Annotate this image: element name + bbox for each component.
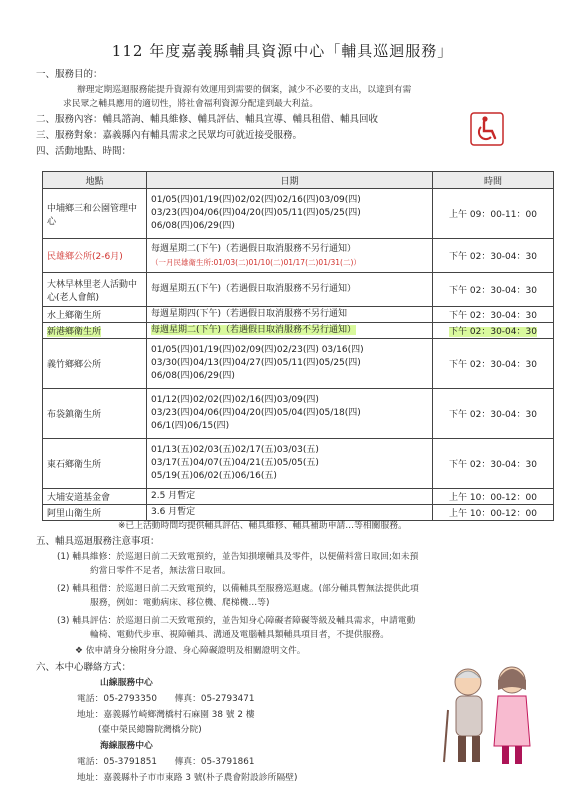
header-time: 時間 [433,172,554,189]
location-cell: 義竹鄉鄉公所 [43,339,147,389]
mountain-center-address: 地址：嘉義縣竹崎鄉灣橋村石麻園 38 號 2 樓 [77,710,255,720]
time-cell: 下午 02：30-04：30 [433,239,554,273]
date-line: 03/23(四)04/06(四)04/20(四)05/04(四)05/18(四) [151,408,361,418]
time-cell: 下午 02：30-04：30 [433,339,554,389]
date-line: 03/23(四)04/06(四)04/20(四)05/11(四)05/25(四) [151,208,361,218]
time-cell [433,323,554,339]
date-line: 每週星期二(下午)（若遇假日取消服務不另行通知） [151,325,357,335]
section-2: 二、服務內容：輔具諮詢、輔具維修、輔具評估、輔具宣導、輔具租借、輔具回收 [36,114,379,125]
date-line: 3.6 月暫定 [151,507,196,517]
date-line: 03/30(四)04/13(四)04/27(四)05/11(四)05/25(四) [151,358,361,368]
table-row [43,389,554,439]
section-4-heading: 四、活動地點、時間： [36,146,132,157]
table-row [43,307,554,323]
date-line: 01/05(四)01/19(四)02/09(四)02/23(四) 03/16(四) [151,345,364,355]
dates-cell [147,273,433,307]
table-row [43,489,554,505]
dates-cell [147,339,433,389]
section-1-heading: 一、服務目的： [36,69,103,80]
table-row [43,189,554,239]
wheelchair-logo-icon [470,112,504,146]
notice-3-line-2: 輪椅、電動代步車、視障輔具、溝通及電腦輔具類輔具項目者，不提供服務。 [90,630,390,640]
date-line: 05/19(五)06/02(五)06/16(五) [151,471,277,481]
date-line: 06/1(四)06/15(四) [151,421,230,431]
time-cell: 下午 02：30-04：30 [433,439,554,489]
time-cell: 上午 10：00-12：00 [433,489,554,505]
table-row [43,239,554,273]
highlighted-location: 新港鄉衛生所 [47,327,102,337]
date-line: 每週星期四(下午)（若遇假日取消服務不另行通知 [151,309,348,319]
notice-1-line-2: 約當日零件不足者，無法當日取回。 [90,566,231,576]
time-cell: 上午 10：00-12：00 [433,505,554,521]
section-1-line-2: 求民眾之輔具應用的適切性，將社會福利資源分配達到最大利益。 [63,99,319,109]
dates-cell [147,489,433,505]
date-line: 06/08(四)06/29(四) [151,371,235,381]
header-date: 日期 [147,172,433,189]
section-3: 三、服務對象：嘉義縣內有輔具需求之民眾均可就近接受服務。 [36,130,303,141]
location-cell: 中埔鄉三和公園管理中心 [43,189,147,239]
location-cell: 阿里山衛生所 [43,505,147,521]
table-row [43,323,554,339]
table-row [43,439,554,489]
notice-2-line-1: (2) 輔具租借：於巡迴日前二天致電預約，以備輔具至服務巡迴處。(部分輔具暫無法提供此項 [57,584,419,594]
date-line: 2.5 月暫定 [151,491,196,501]
location-cell: 民雄鄉公所(2-6月) [43,239,147,273]
header-location: 地點 [43,172,147,189]
mountain-center-name: 山線服務中心 [100,678,153,688]
location-cell [43,323,147,339]
dates-cell [147,307,433,323]
dates-cell [147,189,433,239]
dates-cell [147,439,433,489]
dates-cell [147,389,433,439]
date-line: 01/12(四)02/02(四)02/16(四)03/09(四) [151,395,319,405]
table-row [43,339,554,389]
date-line: 01/13(五)02/03(五)02/17(五)03/03(五) [151,445,319,455]
date-line: （一月民雄衛生所:01/03(二)01/10(二)01/17(二)01/31(二)） [151,257,361,267]
coast-center-phone: 電話：05-3791851 傳真：05-3791861 [77,757,255,767]
location-cell: 大林早林里老人活動中心(老人會館) [43,273,147,307]
time-cell: 上午 09：00-11：00 [433,189,554,239]
table-row [43,273,554,307]
section-6-heading: 六、本中心聯絡方式： [36,662,132,673]
mountain-center-phone: 電話：05-2793350 傳真：05-2793471 [77,694,255,704]
date-line: 01/05(四)01/19(四)02/02(四)02/16(四)03/09(四) [151,195,361,205]
page-title: 112 年度嘉義縣輔具資源中心「輔具巡迴服務」 [111,42,454,60]
coast-center-address: 地址：嘉義縣朴子市市東路 3 號(朴子農會附設診所隔壁) [77,773,298,783]
notice-4: ❖ 依申請身分檢附身分證、身心障礙證明及相關證明文件。 [75,646,306,656]
coast-center-name: 海線服務中心 [100,741,153,751]
elderly-couple-illustration [430,650,550,770]
date-line: 03/17(五)04/07(五)04/21(五)05/05(五) [151,458,319,468]
section-5-heading: 五、輔具巡迴服務注意事項： [36,536,160,547]
date-line: 每週星期二(下午)（若遇假日取消服務不另行通知） [151,243,357,254]
notice-3-line-1: (3) 輔具評估：於巡迴日前二天致電預約，並告知身心障礙者障礙等級及輔具需求，申請電動 [57,616,416,626]
highlighted-time: 下午 02：30-04：30 [449,327,537,337]
location-cell: 水上鄉衛生所 [43,307,147,323]
time-cell: 下午 02：30-04：30 [433,307,554,323]
location-cell: 布袋鎮衛生所 [43,389,147,439]
section-1-line-1: 辦理定期巡迴服務能提升資源有效運用到需要的個案，減少不必要的支出，以達到有需 [77,85,412,95]
notice-1-line-1: (1) 輔具維修：於巡迴日前二天致電預約，並告知損壞輔具及零件，以便備料當日取回;如未預 [57,552,419,562]
location-cell: 東石鄉衛生所 [43,439,147,489]
date-line: 06/08(四)06/29(四) [151,221,235,231]
table-header-row [43,172,554,189]
time-cell: 下午 02：30-04：30 [433,273,554,307]
date-line: 每週星期五(下午)（若遇假日取消服務不另行通知） [151,284,357,294]
notice-2-line-2: 服務，例如：電動病床、移位機、爬梯機…等) [90,598,270,608]
dates-cell [147,239,433,273]
schedule-table [42,171,554,521]
time-cell: 下午 02：30-04：30 [433,389,554,439]
table-footnote: ※已上活動時間均提供輔具評估、輔具維修、輔具補助申請…等相關服務。 [118,521,407,531]
dates-cell [147,323,433,339]
location-cell: 大埔安道基金會 [43,489,147,505]
mountain-center-address-note: (臺中榮民總醫院灣橋分院) [98,725,202,735]
